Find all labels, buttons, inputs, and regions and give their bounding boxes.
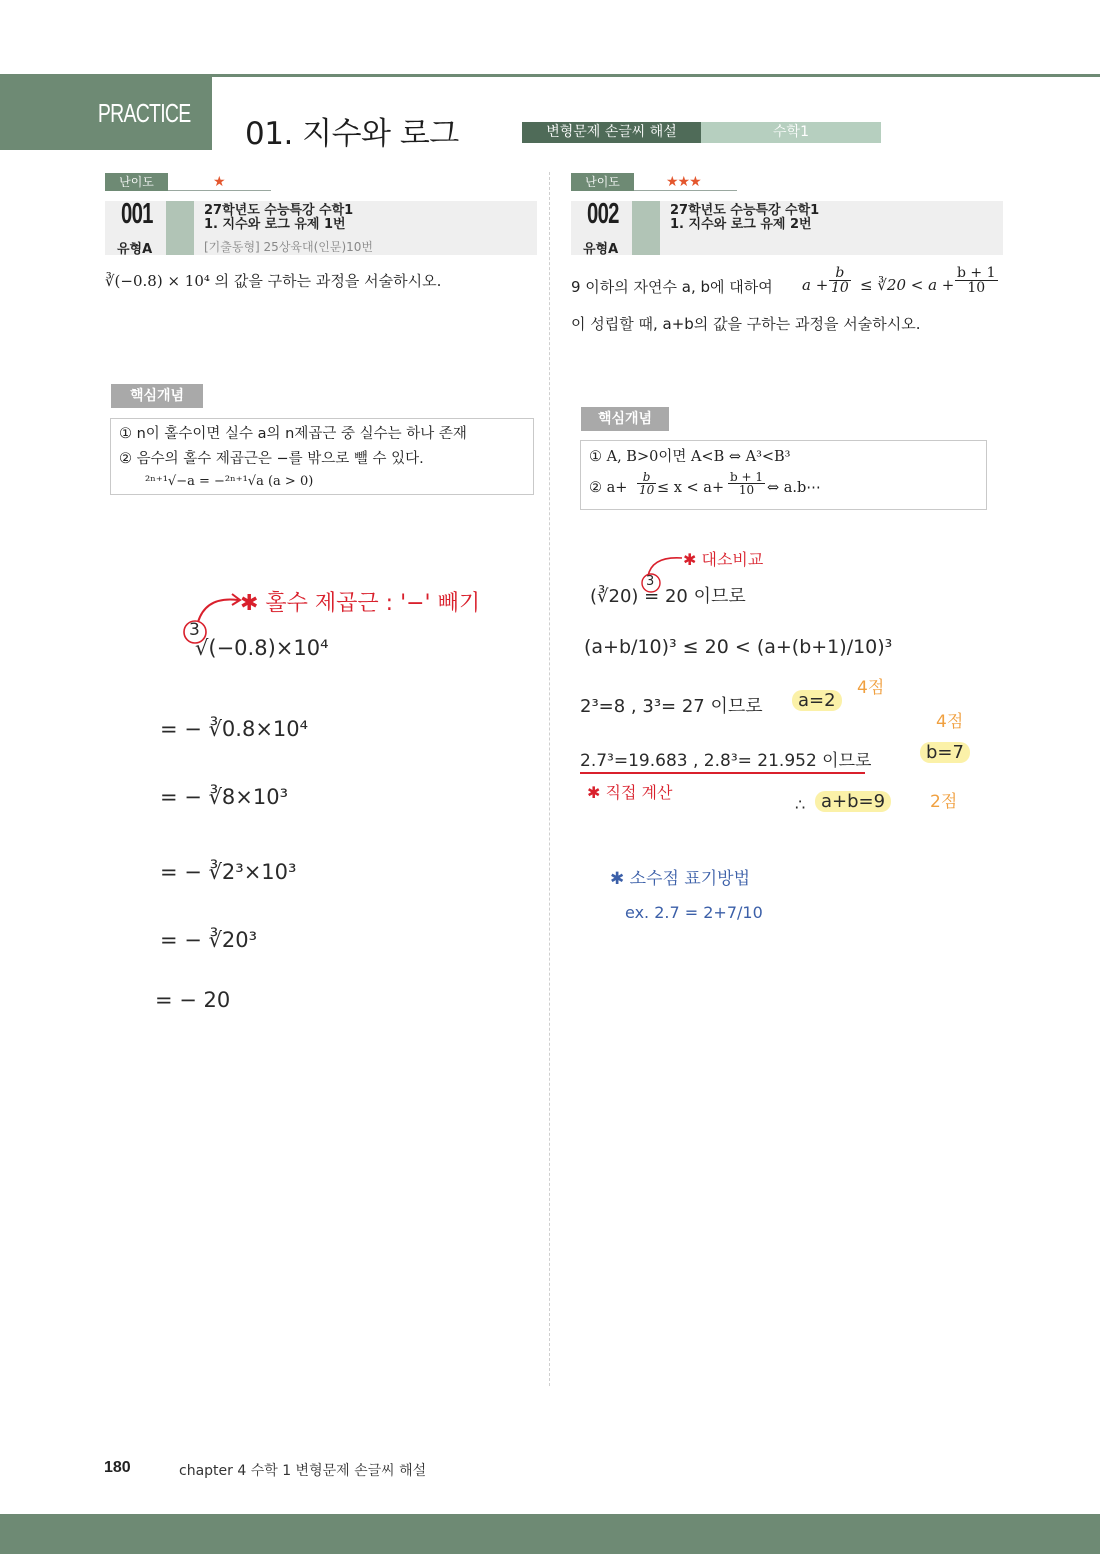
fraction-b1-over-10: $\frac{b + 1}{10}$ — [957, 265, 996, 296]
score-sum: 2점 — [930, 792, 958, 812]
tag-subject: 수학1 — [701, 122, 881, 143]
problem-source-line2: 1. 지수와 로그 유제 1번 — [204, 217, 346, 232]
question-prefix: 9 이하의 자연수 a, b에 대하여 — [571, 278, 773, 296]
step-2: = − ∛8×10³ — [160, 785, 289, 809]
step-3: = − ∛2³×10³ — [160, 860, 297, 884]
concept-tab: 핵심개념 — [581, 407, 669, 431]
column-divider — [549, 172, 550, 1386]
fraction-b-over-10: $\frac{b}{10}$ — [831, 265, 849, 296]
note-odd-root: ✱ 홀수 제곱근 : '−' 빼기 — [240, 591, 481, 616]
decimal-example: ex. 2.7 = 2+7/10 — [625, 903, 763, 922]
concept-line-2: ② 음수의 홀수 제곱근은 −를 밖으로 뺄 수 있다. — [119, 451, 424, 467]
concept-line-3: ²ⁿ⁺¹√−a = −²ⁿ⁺¹√a (a > 0) — [145, 474, 314, 489]
answer-a-highlight: a=2 — [792, 690, 842, 711]
answer-b-highlight: b=7 — [920, 742, 970, 763]
hw-line-4: 2.7³=19.683 , 2.8³= 21.952 이므로 — [580, 751, 872, 771]
hw-line-2: (a+b/10)³ ≤ 20 < (a+(b+1)/10)³ — [584, 636, 893, 658]
circled-index-value: 3 — [646, 574, 655, 589]
therefore-symbol: ∴ — [795, 795, 806, 814]
problem-type: 유형A — [117, 242, 153, 257]
question-sentence: 의 값을 구하는 과정을 서술하시오. — [214, 272, 442, 290]
page-number: 180 — [104, 1459, 131, 1476]
problem-source-line2: 1. 지수와 로그 유제 2번 — [670, 217, 812, 232]
difficulty-stars: ★★★ — [666, 174, 701, 190]
question-expr-a: a + — [802, 276, 829, 294]
problem-header-accent — [632, 201, 660, 255]
note-direct-calc: ✱ 직접 계산 — [587, 783, 673, 802]
concept-line-1: ① A, B>0이면 A<B ⇔ A³<B³ — [589, 449, 791, 465]
circled-index-value: 3 — [189, 620, 200, 640]
problem-source-line1: 27학년도 수능특강 수학1 — [670, 203, 820, 218]
question-expression: ∛(−0.8) × 10⁴ — [105, 272, 210, 290]
score-a: 4점 — [857, 678, 885, 698]
step-1: = − ∛0.8×10⁴ — [160, 717, 309, 741]
concept-fraction-b1: $\frac{b + 1}{10}$ — [730, 470, 763, 497]
difficulty-label: 난이도 — [105, 173, 168, 191]
question-line-1 — [571, 264, 1001, 304]
practice-badge: PRACTICE — [0, 77, 212, 150]
hw-line-1: (∛20) = 20 이므로 — [590, 586, 746, 607]
note-decimal-notation: ✱ 소수점 표기방법 — [610, 869, 751, 889]
difficulty-label: 난이도 — [571, 173, 634, 191]
question-expr-mid: ≤ ∛20 < a + — [860, 276, 955, 294]
step-0: √(−0.8)×10⁴ — [195, 636, 329, 660]
concept-line-1: ① n이 홀수이면 실수 a의 n제곱근 중 실수는 하나 존재 — [119, 426, 467, 442]
problem-source-line1: 27학년도 수능특강 수학1 — [204, 203, 354, 218]
score-b: 4점 — [936, 712, 964, 732]
difficulty-rule — [634, 190, 737, 191]
difficulty-rule — [168, 190, 271, 191]
problem-number: 001 — [121, 198, 153, 230]
answer-sum-highlight: a+b=9 — [815, 791, 891, 812]
tag-solution-type: 변형문제 손글씨 해설 — [522, 122, 701, 143]
difficulty-stars: ★ — [213, 174, 225, 190]
problem-type: 유형A — [583, 242, 619, 257]
step-5: = − 20 — [155, 988, 231, 1012]
footer-bar — [0, 1514, 1100, 1554]
step-4: = − ∛20³ — [160, 928, 258, 952]
problem-source-sub: [기출동형] 25상육대(인문)10번 — [204, 240, 374, 254]
footer-text: chapter 4 수학 1 변형문제 손글씨 해설 — [179, 1463, 427, 1479]
concept-fraction-b: $\frac{b}{10}$ — [639, 470, 655, 497]
note-compare: ✱ 대소비교 — [683, 550, 764, 569]
question-line-2: 이 성립할 때, a+b의 값을 구하는 과정을 서술하시오. — [571, 315, 921, 333]
concept-tab: 핵심개념 — [111, 384, 203, 408]
problem-header-accent — [166, 201, 194, 255]
concept-line-2: ② a+ $\frac{b}{10}$ ≤ x < a+ $\frac{b + 1}{10}$ ⇔ a.b⋯ — [589, 470, 821, 497]
chapter-title: 01. 지수와 로그 — [245, 116, 459, 152]
hw-line-3: 2³=8 , 3³= 27 이므로 — [580, 696, 763, 717]
problem-number: 002 — [587, 198, 619, 230]
question-text — [105, 270, 441, 291]
underline-red — [580, 772, 865, 774]
